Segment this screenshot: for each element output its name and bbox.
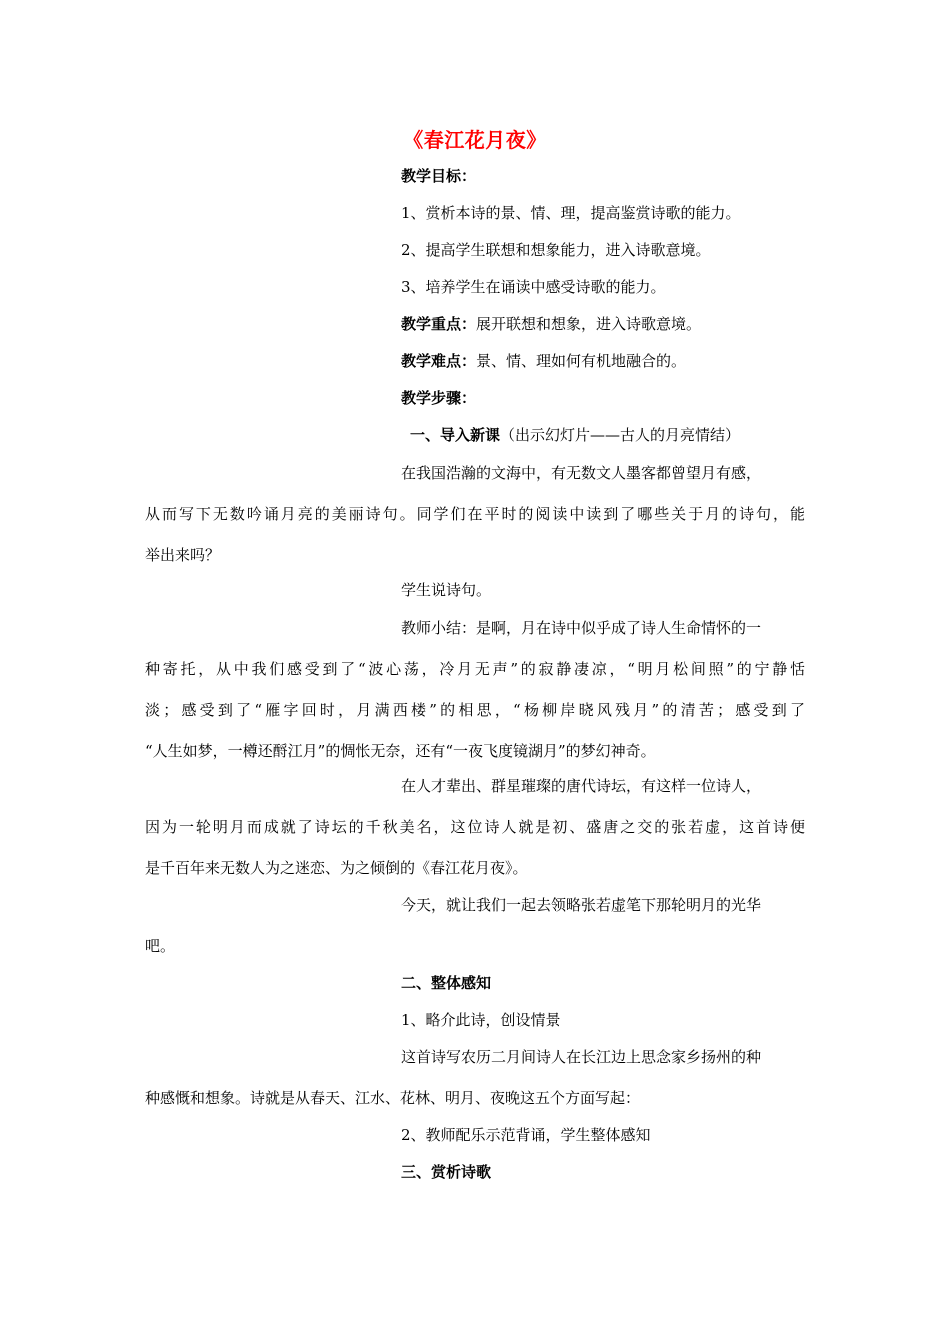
- section1-para2: 学生说诗句。: [401, 581, 492, 599]
- section1-para4-line2: 因为一轮明月而成就了诗坛的千秋美名，这位诗人就是初、盛唐之交的张若虚，这首诗便: [145, 818, 805, 836]
- key-point-label: 教学重点：: [401, 315, 477, 333]
- section2-item2: 2、教师配乐示范背诵，学生整体感知: [401, 1126, 651, 1144]
- objective-item-1: 1、赏析本诗的景、情、理，提高鉴赏诗歌的能力。: [401, 204, 741, 222]
- key-point-text: 展开联想和想象，进入诗歌意境。: [476, 315, 702, 333]
- objective-item-3: 3、培养学生在诵读中感受诗歌的能力。: [401, 278, 666, 296]
- difficulty: [401, 351, 686, 371]
- section1-para4-line1: 在人才辈出、群星璀璨的唐代诗坛，有这样一位诗人，: [401, 777, 762, 795]
- objectives-heading: 教学目标：: [401, 167, 477, 185]
- section1-para3-line1: 教师小结：是啊，月在诗中似乎成了诗人生命情怀的一: [401, 619, 762, 637]
- section1-para5-line2: 吧。: [145, 937, 176, 955]
- section2-para-line1: 这首诗写农历二月间诗人在长江边上思念家乡扬州的种: [401, 1048, 762, 1066]
- section1-para1-line1: 在我国浩瀚的文海中，有无数文人墨客都曾望月有感，: [401, 464, 762, 482]
- difficulty-text: 景、情、理如何有机地融合的。: [476, 352, 687, 370]
- section1-note: （出示幻灯片——古人的月亮情结）: [500, 426, 741, 444]
- key-point: [401, 314, 701, 334]
- document-title: 《春江花月夜》: [403, 128, 547, 152]
- section1-para3-line2: 种寄托，从中我们感受到了“波心荡，冷月无声”的寂静凄凉，“明月松间照”的宁静恬: [145, 660, 805, 678]
- section1-para4-line3: 是千百年来无数人为之迷恋、为之倾倒的《春江花月夜》。: [145, 859, 528, 877]
- section2-para-line2: 种感慨和想象。诗就是从春天、江水、花林、明月、夜晚这五个方面写起：: [145, 1089, 641, 1107]
- steps-heading: 教学步骤：: [401, 389, 477, 407]
- section2-item1: 1、略介此诗，创设情景: [401, 1011, 561, 1029]
- section1-para1-line2: 从而写下无数吟诵月亮的美丽诗句。同学们在平时的阅读中读到了哪些关于月的诗句，能: [145, 505, 805, 523]
- section3-heading: 三、赏析诗歌: [401, 1163, 492, 1181]
- section1-heading: 一、导入新课: [410, 426, 501, 444]
- section2-heading: 二、整体感知: [401, 974, 492, 992]
- difficulty-label: 教学难点：: [401, 352, 477, 370]
- section1-heading-line: [410, 425, 740, 445]
- section1-para3-line4: “人生如梦，一樽还酹江月”的惆怅无奈，还有“一夜飞度镜湖月”的梦幻神奇。: [145, 742, 656, 760]
- section1-para5-line1: 今天，就让我们一起去领略张若虚笔下那轮明月的光华: [401, 896, 762, 914]
- section1-para1-line3: 举出来吗？: [145, 546, 221, 564]
- objective-item-2: 2、提高学生联想和想象能力，进入诗歌意境。: [401, 241, 711, 259]
- section1-para3-line3: 淡；感受到了“雁字回时，月满西楼”的相思，“杨柳岸晓风残月”的清苦；感受到了: [145, 701, 805, 719]
